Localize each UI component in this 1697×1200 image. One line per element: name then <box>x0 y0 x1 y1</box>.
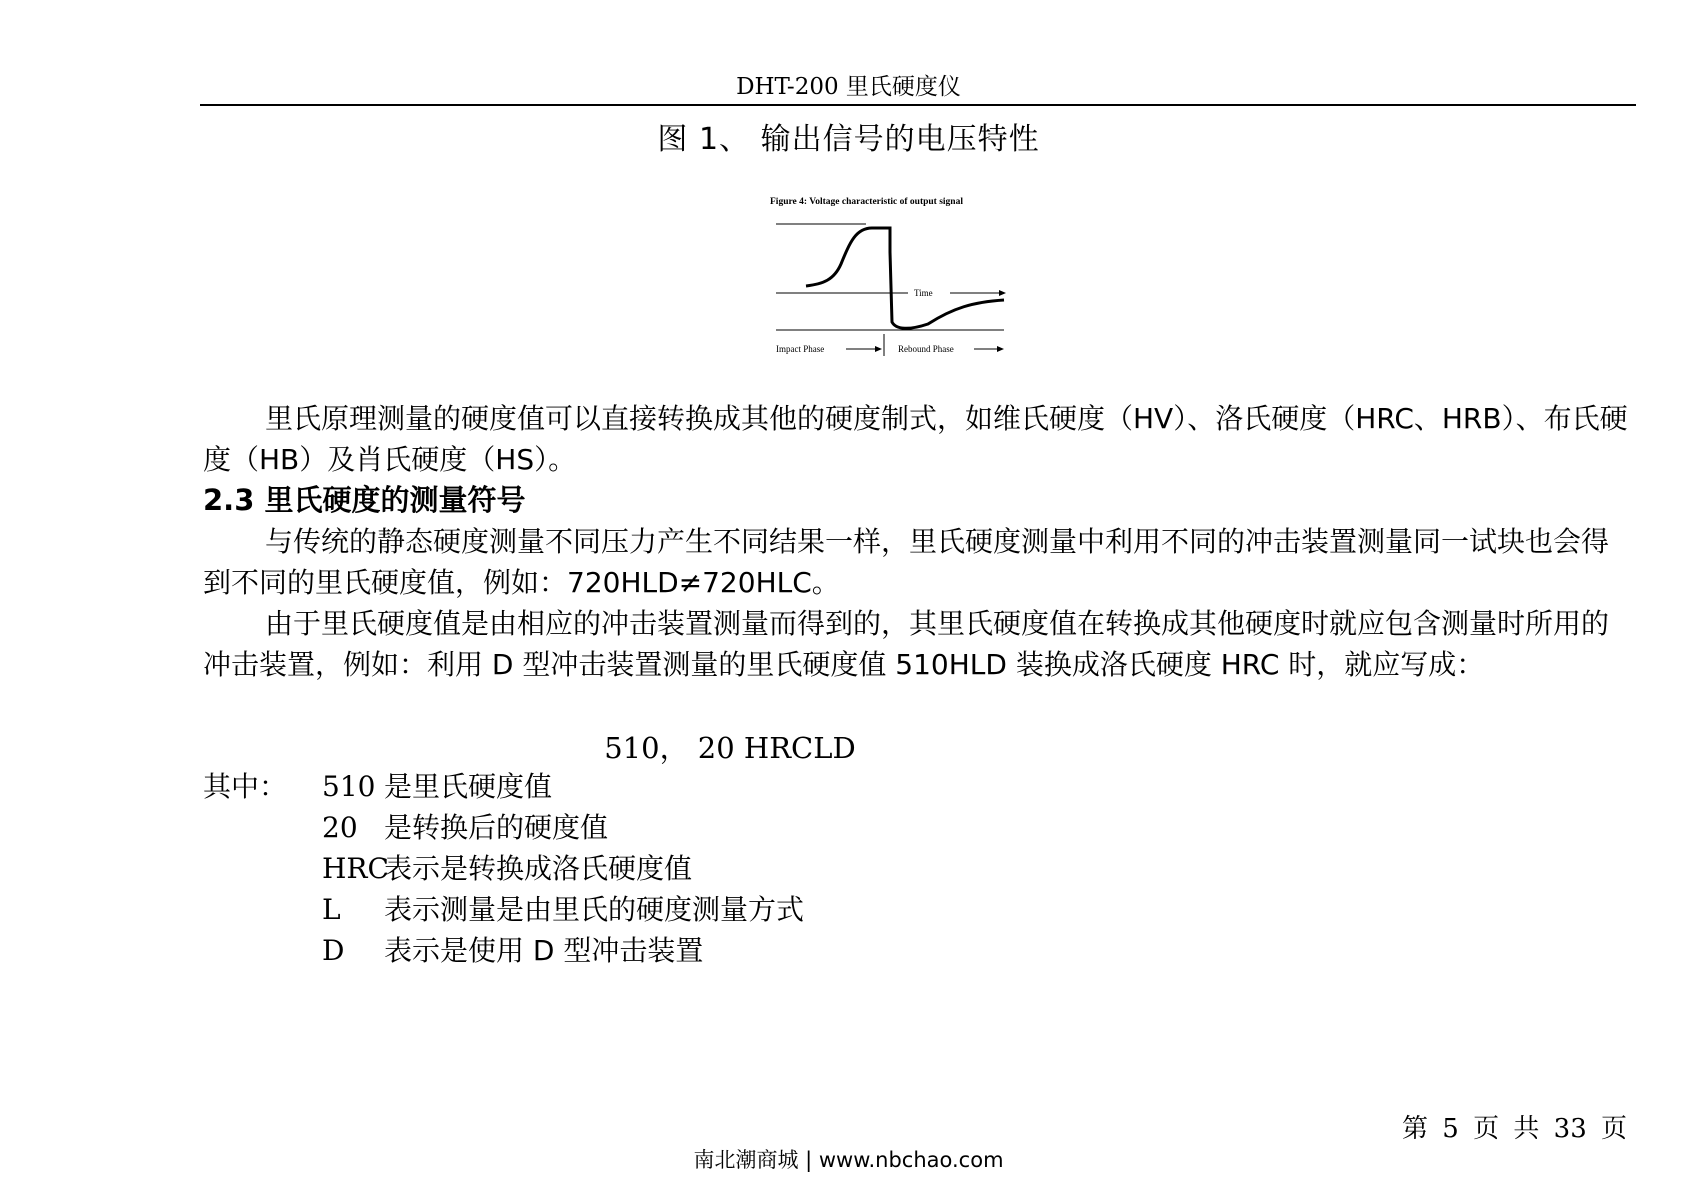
page-header-title: DHT-200 里氏硬度仪 <box>736 74 961 100</box>
definition-term: HRC <box>322 852 389 885</box>
rebound-phase-label: Rebound Phase <box>898 344 954 354</box>
footer-brand-link[interactable]: 南北潮商城 | www.nbchao.com <box>693 1148 1004 1172</box>
definition-term: 510 <box>322 770 376 803</box>
voltage-figure <box>768 190 1034 368</box>
definition-desc: 表示是使用 D 型冲击装置 <box>384 934 704 967</box>
section-heading-2-3: 2.3 里氏硬度的测量符号 <box>203 483 526 517</box>
definition-desc: 是里氏硬度值 <box>384 770 553 803</box>
time-label: Time <box>914 288 933 298</box>
figure-inner-title: Figure 4: Voltage characteristic of output signal <box>770 197 963 207</box>
notation-formula: 510， 20 HRCLD <box>604 731 856 765</box>
definition-desc: 表示测量是由里氏的硬度测量方式 <box>384 893 805 926</box>
definition-term: D <box>322 934 345 967</box>
header-rule <box>200 104 1636 106</box>
definition-desc: 表示是转换成洛氏硬度值 <box>384 852 693 885</box>
definition-row <box>322 766 552 807</box>
definition-term: L <box>322 893 341 926</box>
definition-row <box>322 930 703 971</box>
paragraph-impact-device-difference: 与传统的静态硬度测量不同压力产生不同结果一样，里氏硬度测量中利用不同的冲击装置测量同一试块也会得到不同的里氏硬度值，例如：720HLD≠720HLC。 <box>203 525 1610 599</box>
definition-row <box>322 848 692 889</box>
definition-row <box>322 807 608 848</box>
figure-caption: 图 1、 输出信号的电压特性 <box>657 122 1040 157</box>
signal-curve <box>806 228 1004 328</box>
paragraph-notation: 由于里氏硬度值是由相应的冲击装置测量而得到的，其里氏硬度值在转换成其他硬度时就应包含测量时所用的冲击装置，例如：利用 D 型冲击装置测量的里氏硬度值 510HLD 装换成洛氏硬度 HRC 时，就应写成： <box>203 607 1610 681</box>
rebound-arrow-head <box>997 346 1004 352</box>
definition-desc: 是转换后的硬度值 <box>384 811 609 844</box>
definition-row <box>322 889 804 930</box>
definition-term: 20 <box>322 811 358 844</box>
impact-arrow-head <box>875 346 882 352</box>
impact-phase-label: Impact Phase <box>776 344 825 354</box>
time-arrow-head <box>999 290 1006 296</box>
paragraph-conversion: 里氏原理测量的硬度值可以直接转换成其他的硬度制式，如维氏硬度（HV）、洛氏硬度（HRC、HRB）、布氏硬度（HB）及肖氏硬度（HS）。 <box>203 402 1628 476</box>
where-label: 其中： <box>203 770 288 803</box>
page-number: 第 5 页 共 33 页 <box>1402 1114 1627 1144</box>
